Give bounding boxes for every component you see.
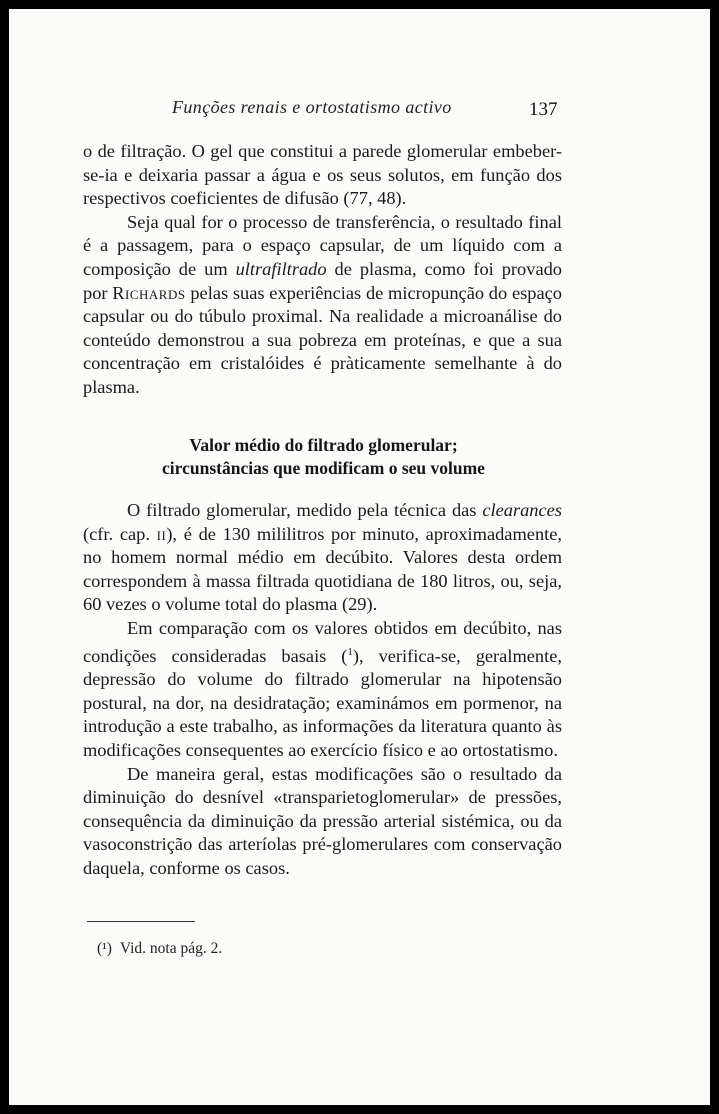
paragraph: Seja qual for o processo de transferência, o resultado final é a passagem, para o espaço capsular, de um líquido com a composição de um ultrafiltrado de plasma, como foi provado por Richards pelas suas experiências de micropunção do espaço capsular ou do túbulo proximal. Na realidade a microanálise do conteúdo demonstrou a sua pobreza em proteínas, e que a sua concentração em cristalóides é pràticamente semelhante à do plasma. <box>83 211 562 397</box>
author-name: Richards <box>112 282 186 303</box>
footnote <box>97 940 222 958</box>
footnote-text: Vid. nota pág. 2. <box>119 940 223 957</box>
footnote-reference: 1 <box>347 645 353 658</box>
paragraph: O filtrado glomerular, medido pela técnica das clearances (cfr. cap. ii), é de 130 mililitros por minuto, aproximadamente, no homem normal médio em decúbito. Valores desta ordem correspondem à massa filtrada quotidiana de 180 litros, ou, seja, 60 vezes o volume total do plasma (29). <box>83 500 563 615</box>
chapter-roman-numeral: ii <box>156 523 167 544</box>
running-title: Funções renais e ortostatismo activo <box>172 97 452 117</box>
paragraph: Em comparação com os valores obtidos em decúbito, nas condições consideradas basais ($^1$), verifica-se, geralmente, depressão do volume do filtrado glomerular na hipotensão postural, na dor, na desidratação; examinámos em pormenor, na introdução a este trabalho, as informações da literatura quanto às modificações consequentes ao exercício físico e ao ortostatismo. <box>83 617 562 761</box>
page-number: 137 <box>529 99 558 120</box>
section-heading <box>69 434 578 480</box>
paragraph: o de filtração. O gel que constitui a parede glomerular embeber-se-ia e deixaria passar a água e os seus solutos, em função dos respectivos coeficientes de difusão (77, 48). <box>83 141 562 209</box>
section-heading-line: circunstâncias que modificam o seu volume <box>162 458 485 478</box>
page-header <box>9 97 710 123</box>
book-page <box>9 9 710 1105</box>
italic-term: clearances <box>482 500 562 520</box>
body-text-bottom <box>83 499 562 881</box>
body-text-top <box>83 140 562 400</box>
paragraph: De maneira geral, estas modificações são o resultado da diminuição do desnível «transparietoglomerular» de pressões, consequência da diminuição da pressão arterial sistémica, ou da vasoconstrição das arteríolas pré-glomerulares com conservação daquela, conforme os casos. <box>83 763 562 879</box>
italic-term: ultrafiltrado <box>235 258 327 279</box>
footnote-rule <box>87 921 195 922</box>
footnote-mark: (¹) <box>97 940 112 957</box>
section-heading-line: Valor médio do filtrado glomerular; <box>189 435 458 455</box>
